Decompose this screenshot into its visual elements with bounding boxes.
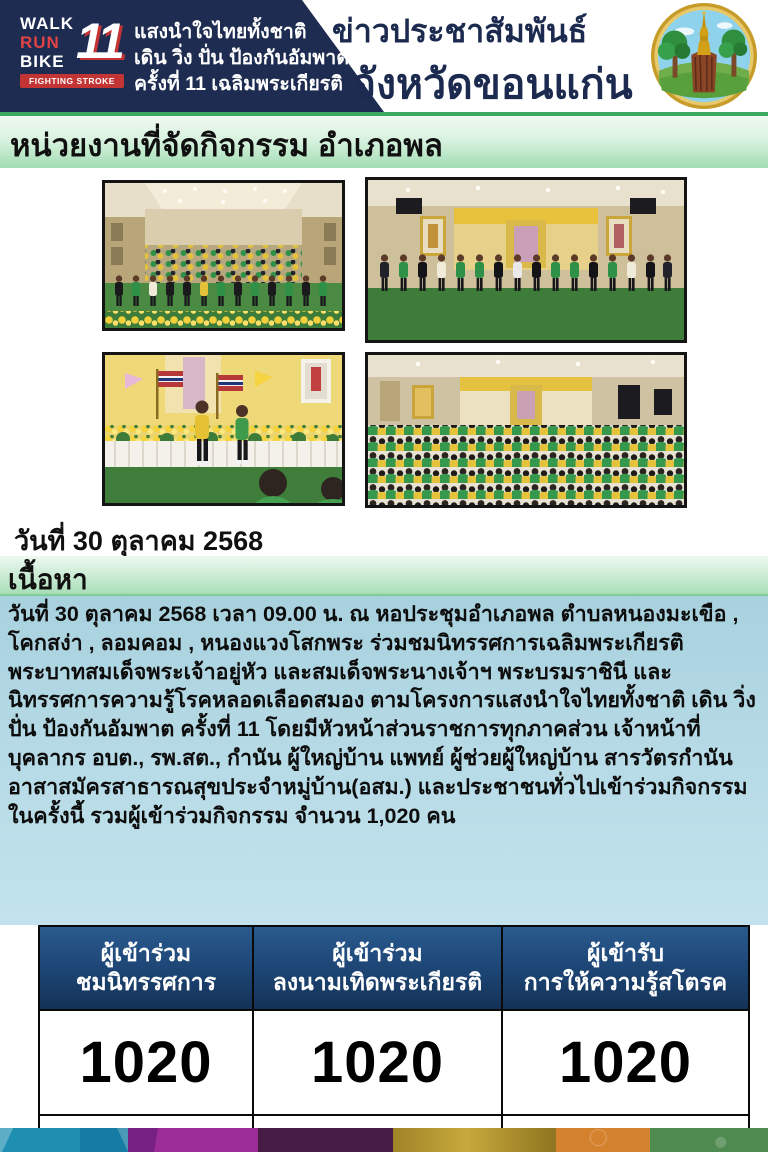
stat-header-exhibition-line1: ผู้เข้าร่วม <box>100 940 192 967</box>
footer-segment-purple <box>258 1128 393 1152</box>
photo-presenters-stage <box>102 352 345 506</box>
footer-segment-blue <box>80 1128 128 1152</box>
logo-fighting-stroke-banner: FIGHTING STROKE <box>20 74 124 88</box>
content-paragraph: วันที่ 30 ตุลาคม 2568 เวลา 09.00 น. ณ หอประชุมอำเภอพล ตำบลหนองมะเขือ , โคกสง่า , ลอมคอม , หนองแวงโสกพระ ร่วมชมนิทรรศการเฉลิมพระเกียรติพระบาทสมเด็จพระเจ้าอยู่หัว และสมเด็จพระนางเจ้าฯ พระบรมราชินี และนิทรรศการความรู้โรคหลอดเลือดสมอง ตามโครงการแสงนำใจไทยทั้งชาติ เดิน วิ่ง ปั่น ป้องกันอัมพาต ครั้งที่ 11 โดยมีหัวหน้าส่วนราชการทุกภาคส่วน เจ้าหน้าที่บุคลากร อบต., รพ.สต., กำนัน ผู้ใหญ่บ้าน แพทย์ ผู้ช่วยผู้ใหญ่บ้าน สารวัตรกำนัน อาสาสมัครสาธารณสุขประจำหมู่บ้าน(อสม.) และประชาชนทั่วไปเข้าร่วมกิจกรรมในครั้งนี้ รวมผู้เข้าร่วมกิจกรรม จำนวน 1,020 คน <box>8 602 756 828</box>
section-content-bar <box>0 556 768 596</box>
section-agency-title: หน่วยงานที่จัดกิจกรรม อำเภอพล <box>10 128 443 163</box>
footer-segment-green <box>650 1128 768 1152</box>
khon-kaen-seal-icon <box>650 2 758 110</box>
photo-grid <box>0 168 768 515</box>
footer-color-strip <box>0 1128 768 1152</box>
tagline-line2: เดิน วิ่ง ปั่น ป้องกันอัมพาต <box>134 46 349 69</box>
logo-number-11: 11 <box>76 13 122 69</box>
footer-segment-teal <box>0 1128 80 1152</box>
photo-group-hall-wide <box>102 180 345 331</box>
stats-header-row <box>38 925 750 1011</box>
stat-header-stroke-education-line1: ผู้เข้ารับ <box>587 940 664 967</box>
campaign-tagline <box>134 20 349 98</box>
logo-word-run: RUN <box>20 33 60 53</box>
stat-value-stroke-education: 1020 <box>502 1011 750 1116</box>
province-title: จังหวัดขอนแก่น <box>352 61 633 107</box>
tagline-line3: ครั้งที่ 11 เฉลิมพระเกียรติ <box>134 72 343 95</box>
header <box>0 0 768 112</box>
stat-header-exhibition-line2: ชมนิทรรศการ <box>75 969 217 995</box>
footer-segment-orange <box>556 1128 650 1152</box>
news-title: ข่าวประชาสัมพันธ์ <box>332 13 588 49</box>
stat-value-exhibition: 1020 <box>38 1011 253 1116</box>
date-row <box>0 515 768 556</box>
event-date: วันที่ 30 ตุลาคม 2568 <box>14 526 264 556</box>
footer-segment-magenta <box>128 1128 258 1152</box>
photo-audience-seated <box>365 352 687 508</box>
footer-segment-gold <box>393 1128 556 1152</box>
content-panel <box>0 596 768 925</box>
tagline-line1: แสงนำใจไทยทั้งชาติ <box>134 21 307 43</box>
stat-header-signing-line2: ลงนามเทิดพระเกียรติ <box>272 969 483 995</box>
stat-header-signing-line1: ผู้เข้าร่วม <box>332 940 423 967</box>
stats-table <box>38 925 750 1132</box>
logo-word-bike: BIKE <box>20 52 65 72</box>
logo-word-walk: WALK <box>20 14 75 33</box>
stats-value-row <box>38 1011 750 1116</box>
section-content-title: เนื้อหา <box>8 564 88 595</box>
stat-header-stroke-education-line2: การให้ความรู้สโตรค <box>523 969 728 995</box>
stat-value-signing: 1020 <box>253 1011 502 1116</box>
walk-run-bike-logo <box>20 14 138 88</box>
photo-officials-stage <box>365 177 687 343</box>
stat-header-exhibition <box>38 925 253 1011</box>
stat-header-signing <box>253 925 502 1011</box>
stat-header-stroke-education <box>502 925 750 1011</box>
section-agency-bar <box>0 112 768 168</box>
